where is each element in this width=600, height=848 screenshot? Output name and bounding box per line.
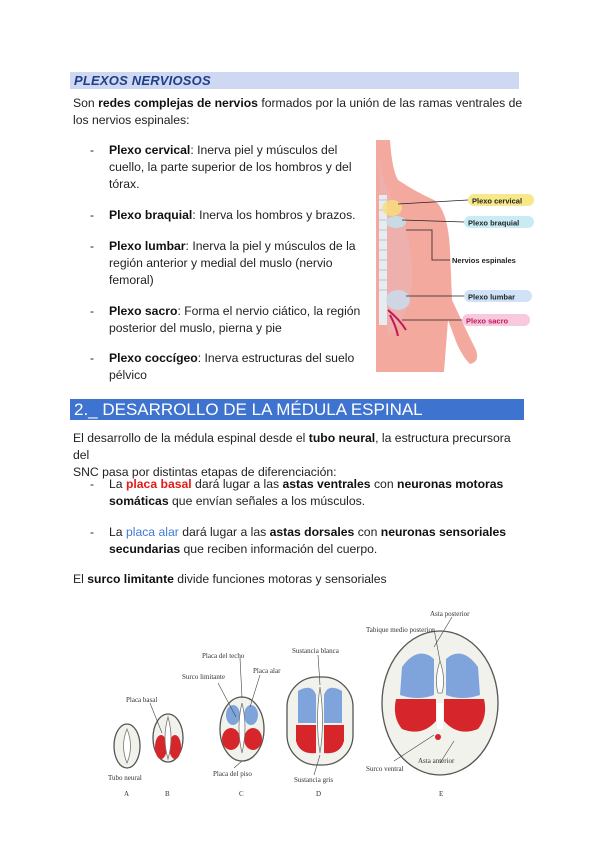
label-asta-posterior: Asta posterior [430, 610, 470, 618]
section-title-desarrollo: 2._ DESARROLLO DE LA MÉDULA ESPINAL [74, 400, 423, 419]
plexus-anatomy-figure [376, 140, 536, 372]
list-item-coccigeo: Plexo coccígeo: Inerva estructuras del suelo pélvico [109, 351, 355, 382]
label-b: B [165, 790, 170, 798]
label-espinales: Nervios espinales [452, 256, 516, 265]
list-dash: - [90, 239, 95, 253]
stage-c-placa-alar-left [226, 705, 240, 725]
label-d: D [316, 790, 322, 798]
list-dash: - [90, 304, 95, 318]
label-sustancia-blanca: Sustancia blanca [292, 647, 339, 655]
list-item-lumbar: Plexo lumbar: Inerva la piel y músculos de la región anterior y medial del muslo (nervio femoral) [109, 239, 356, 287]
cervical-plexus-marker [382, 200, 402, 216]
list-dash: - [90, 208, 95, 222]
leader-placa-piso [234, 761, 242, 768]
surco-limitante-note: El surco limitante divide funciones motoras y sensoriales [73, 572, 387, 586]
stage-c-placa-alar-right [244, 705, 258, 725]
leader-placa-techo [240, 658, 242, 698]
label-tabique: Tabique medio posterior [366, 626, 435, 634]
desarrollo-intro: El desarrollo de la médula espinal desde el tubo neural, la estructura precursora del SNC pasa por distintas etapas de diferenciación: [73, 431, 511, 479]
label-placa-basal: Placa basal [126, 696, 158, 704]
label-cervical: Plexo cervical [472, 196, 523, 206]
label-sacro: Plexo sacro [466, 316, 509, 326]
label-e: E [439, 790, 444, 798]
label-braquial: Plexo braquial [468, 218, 520, 228]
section-title-plexos: PLEXOS NERVIOSOS [74, 73, 211, 88]
label-tubo-neural: Tubo neural [108, 774, 142, 782]
plexos-intro: Son redes complejas de nervios formados por la unión de las ramas ventrales de los nervios espinales: [73, 96, 523, 127]
label-a: A [124, 790, 130, 798]
stage-c-placa-basal-right [244, 728, 262, 750]
list-dash: - [90, 477, 95, 491]
label-surco-ventral: Surco ventral [366, 765, 404, 773]
list-item-placa-basal: La placa basal dará lugar a las astas ventrales con neuronas motoras somáticas que envían señales a los músculos. [109, 477, 504, 508]
stage-c-placa-basal-left [222, 728, 240, 750]
list-item-placa-alar: La placa alar dará lugar a las astas dorsales con neuronas sensoriales secundarias que reciben información del cuerpo. [109, 525, 507, 556]
stage-d-alar-right [324, 688, 342, 723]
stage-c [182, 652, 281, 798]
stage-d-alar-left [298, 688, 316, 723]
label-sustancia-gris: Sustancia gris [294, 776, 334, 784]
lumbar-plexus-marker [386, 290, 410, 310]
label-asta-anterior: Asta anterior [418, 757, 455, 765]
list-dash: - [90, 143, 95, 157]
list-item-sacro: Plexo sacro: Forma el nervio ciático, la región posterior del muslo, pierna y pie [109, 304, 361, 335]
list-dash: - [90, 525, 95, 539]
label-placa-alar: Placa alar [253, 667, 281, 675]
label-placa-piso: Placa del piso [213, 770, 252, 778]
stage-e-ventral-fissure [437, 703, 443, 729]
brachial-plexus-marker [386, 216, 406, 228]
spinal-cord-development-figure [100, 603, 512, 803]
list-item-cervical: Plexo cervical: Inerva piel y músculos del cuello, la parte superior de los hombros y del tórax. [109, 143, 352, 191]
label-placa-techo: Placa del techo [202, 652, 245, 660]
stage-d [287, 647, 353, 798]
label-c: C [239, 790, 244, 798]
label-surco-limitante: Surco limitante [182, 673, 225, 681]
list-item-braquial: Plexo braquial: Inerva los hombros y brazos. [109, 208, 356, 222]
stage-e-vessel [435, 734, 441, 740]
stage-a-neural-tube [108, 724, 142, 798]
stage-e [366, 610, 498, 798]
label-lumbar: Plexo lumbar [468, 292, 516, 302]
spine [379, 195, 387, 325]
list-dash: - [90, 351, 95, 365]
